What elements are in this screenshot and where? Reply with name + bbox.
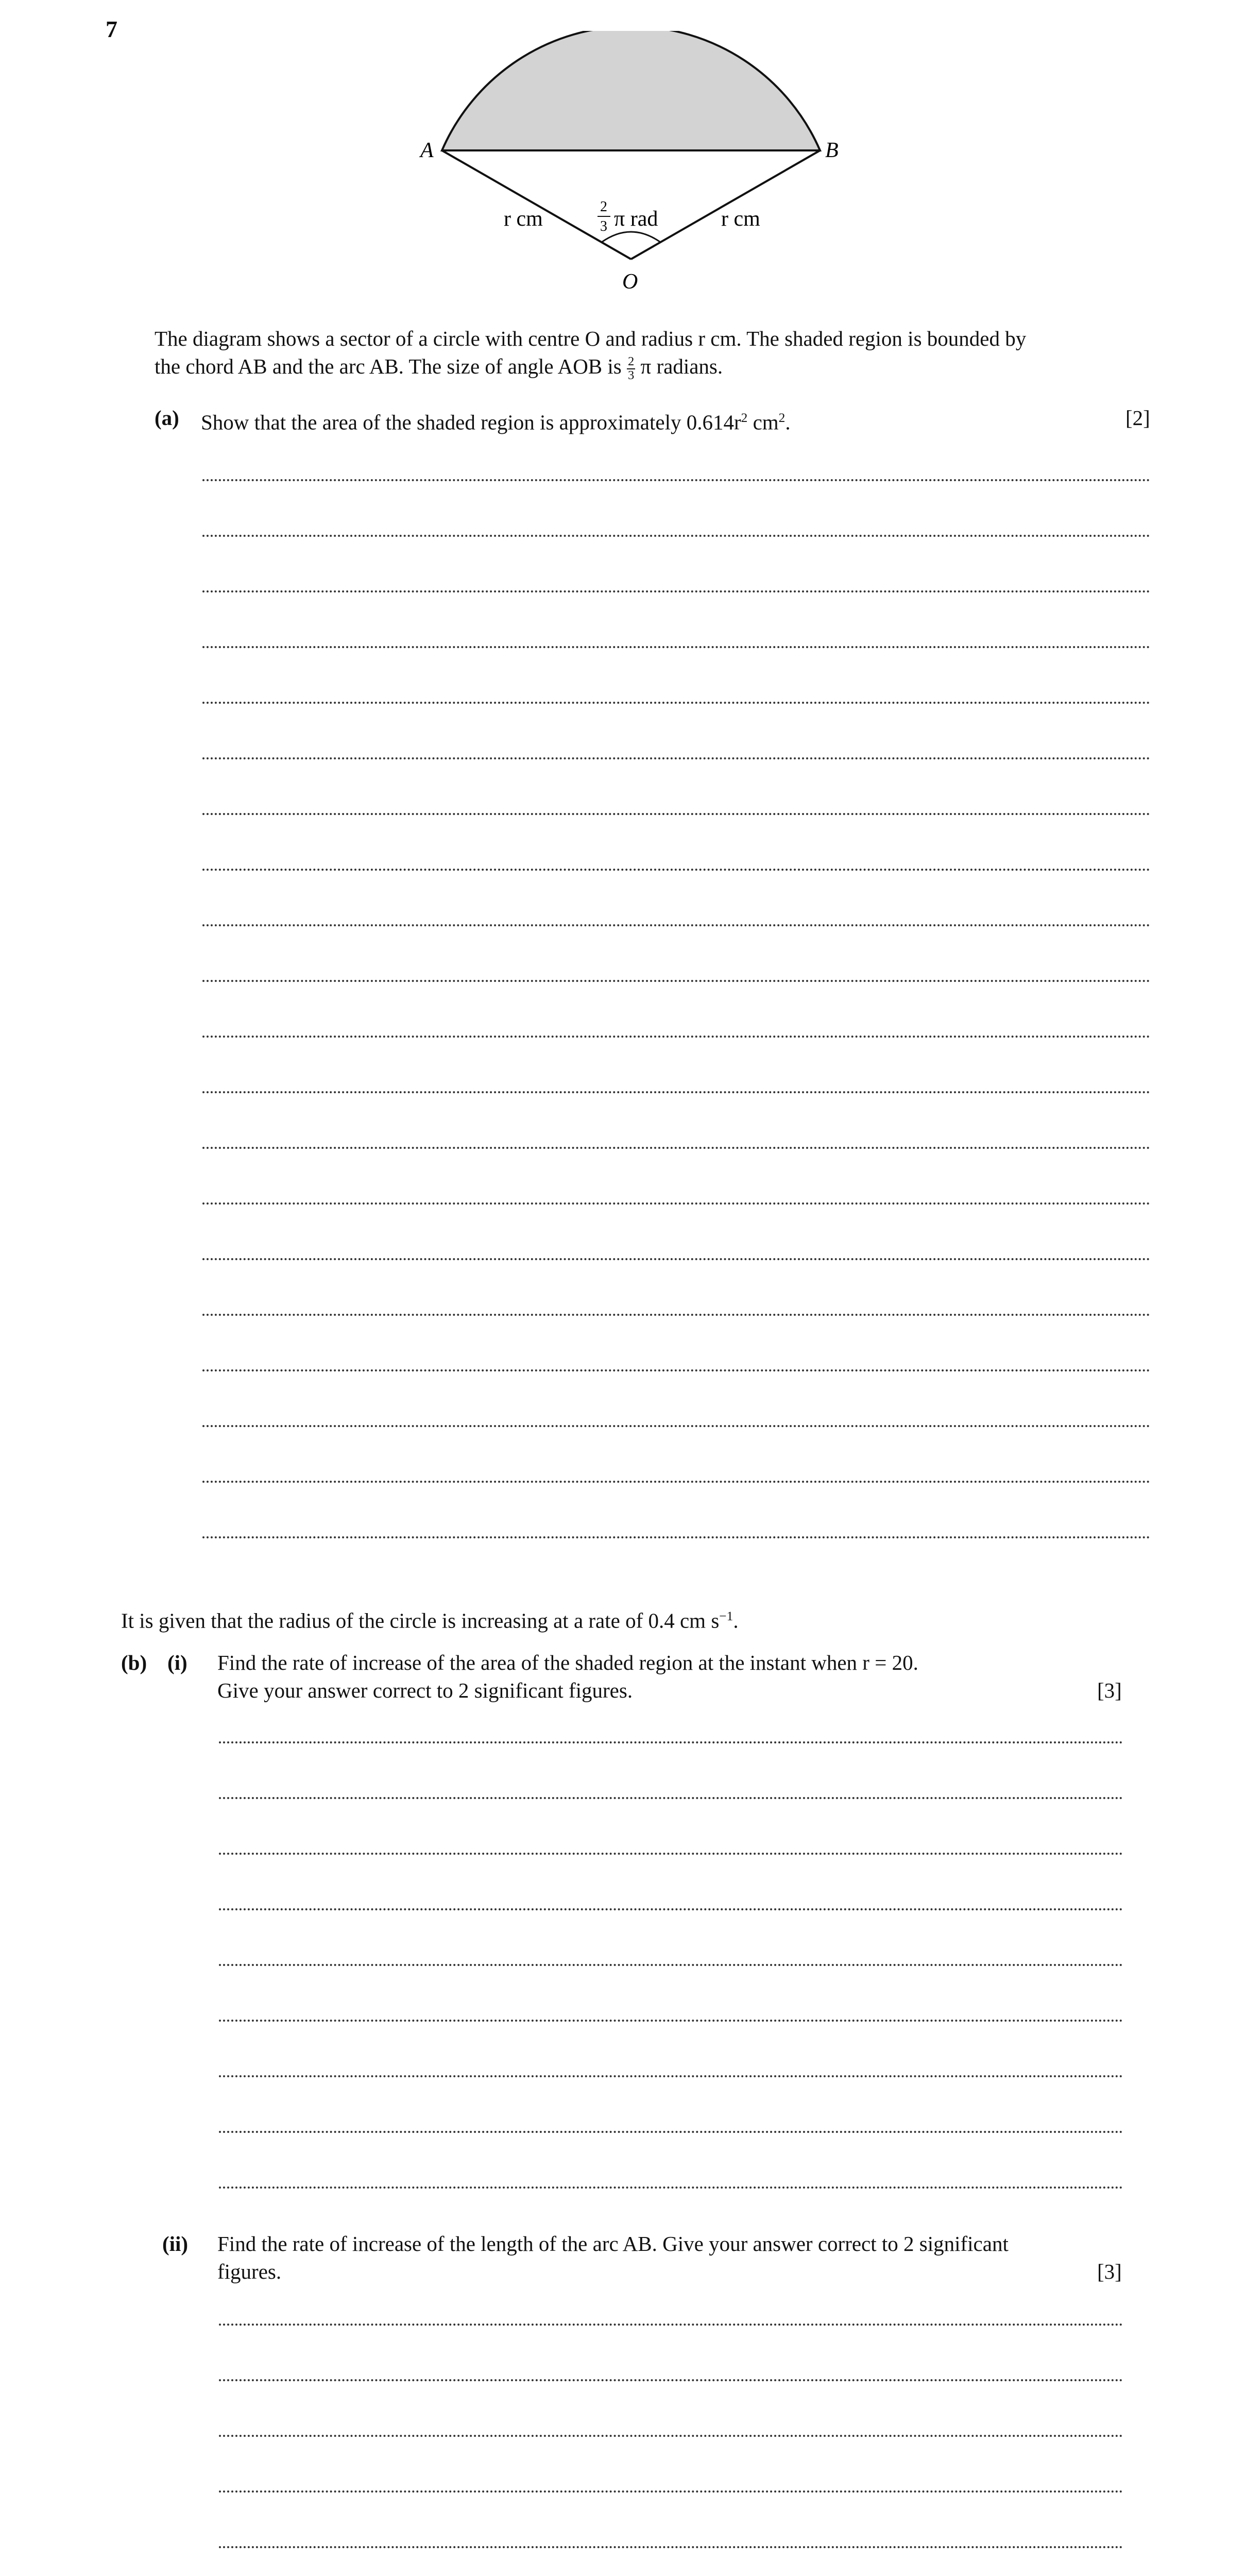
answer-line[interactable]: [202, 1425, 1150, 1427]
part-b-ii-line-1: Find the rate of increase of the length of the arc AB. Give your answer correct to 2 significant: [217, 2232, 1009, 2256]
answer-line[interactable]: [219, 2020, 1123, 2022]
shaded-segment: [442, 31, 820, 150]
answer-line[interactable]: [202, 980, 1150, 982]
part-b-ii-marks: [3]: [1097, 2260, 1122, 2283]
answer-line[interactable]: [202, 1536, 1150, 1538]
angle-label: π rad: [614, 207, 658, 231]
answer-line[interactable]: [219, 1797, 1123, 1799]
answer-line[interactable]: [219, 1908, 1123, 1910]
answer-line[interactable]: [202, 757, 1150, 759]
answer-line[interactable]: [202, 479, 1150, 481]
answer-line[interactable]: [202, 924, 1150, 926]
answer-line[interactable]: [219, 2435, 1123, 2437]
angle-frac-num: 2: [600, 199, 607, 215]
part-a-question: Show that the area of the shaded region is approximately $0.614r^2$ $cm^2$.: [201, 410, 791, 434]
answer-line[interactable]: [219, 2075, 1123, 2077]
answer-line[interactable]: [219, 1741, 1123, 1743]
answer-line[interactable]: [202, 1036, 1150, 1038]
intro-fraction: $\frac{2}{3}$: [628, 354, 635, 382]
intro-line-2-start: the chord AB and the arc AB. The size of angle AOB is: [155, 354, 622, 378]
answer-line[interactable]: [219, 2131, 1123, 2133]
answer-line[interactable]: [202, 813, 1150, 815]
answer-line[interactable]: [202, 1314, 1150, 1316]
answer-line[interactable]: [202, 1481, 1150, 1483]
given-statement: It is given that the radius of the circle is increasing at a rate of 0.4 cm $s^{-1}$.: [121, 1608, 739, 1633]
radius-right-label: r cm: [721, 207, 760, 231]
part-b-ii-label: (ii): [162, 2232, 189, 2256]
part-b-i-marks: [3]: [1097, 1679, 1122, 1702]
answer-line[interactable]: [202, 646, 1150, 648]
part-b-i-line-2: Give your answer correct to 2 significant figures.: [217, 1679, 633, 1702]
answer-line[interactable]: [202, 869, 1150, 871]
answer-line[interactable]: [202, 535, 1150, 537]
answer-line[interactable]: [202, 1091, 1150, 1093]
point-a-label: A: [420, 139, 434, 162]
intro-line-1: The diagram shows a sector of a circle with centre O and radius r cm. The shaded region is bounded by: [155, 327, 1027, 350]
answer-line[interactable]: [202, 590, 1150, 592]
answer-line[interactable]: [219, 2187, 1123, 2189]
part-a-label: (a): [155, 406, 179, 430]
part-b-label: (b): [121, 1651, 147, 1674]
answer-line[interactable]: [202, 1258, 1150, 1260]
sector-diagram: [391, 31, 865, 299]
answer-line[interactable]: [202, 702, 1150, 704]
radius-left-label: r cm: [504, 207, 543, 231]
centre-o-label: O: [622, 270, 638, 294]
question-number: 7: [106, 16, 117, 42]
radius-ob: [631, 150, 820, 259]
answer-line[interactable]: [219, 1853, 1123, 1855]
answer-line[interactable]: [219, 2490, 1123, 2493]
answer-line[interactable]: [219, 2324, 1123, 2326]
part-b-i-label: (i): [167, 1651, 187, 1674]
angle-frac-den: 3: [600, 218, 607, 234]
angle-arc: [602, 232, 660, 242]
answer-line[interactable]: [219, 1964, 1123, 1966]
intro-line-2-end: π radians.: [640, 354, 723, 378]
part-b-i-line-1: Find the rate of increase of the area of the shaded region at the instant when r = 20.: [217, 1651, 918, 1674]
answer-line[interactable]: [219, 2546, 1123, 2548]
part-b-ii-line-2: figures.: [217, 2260, 282, 2283]
answer-line[interactable]: [219, 2379, 1123, 2381]
answer-line[interactable]: [202, 1369, 1150, 1371]
answer-line[interactable]: [202, 1147, 1150, 1149]
answer-line[interactable]: [202, 1202, 1150, 1205]
intro-line-2: [155, 352, 723, 382]
point-b-label: B: [825, 139, 839, 162]
part-a-marks: [2]: [1125, 406, 1150, 430]
